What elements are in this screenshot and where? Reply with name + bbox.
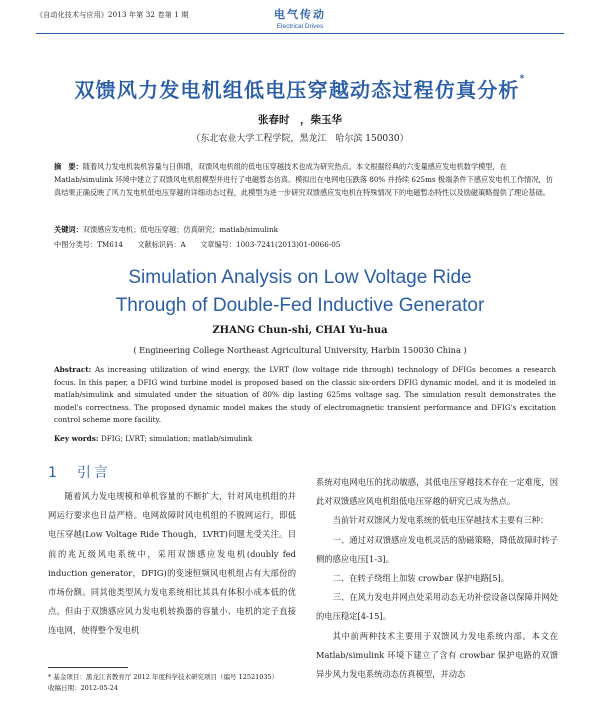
body-paragraph: 三、在风力发电并网点处采用动态无功补偿设备以保障并网处的电压稳定[4-15]。	[316, 592, 558, 622]
paper-title-en-line1: Simulation Analysis on Low Voltage Ride	[128, 267, 472, 288]
footnote	[48, 672, 298, 694]
section-heading-introduction: 1 引言	[48, 465, 111, 481]
journal-header: 《自动化技术与应用》2013 年第 32 卷第 1 期	[36, 11, 189, 19]
footnote-fund: * 基金项目：黑龙江省教育厅 2012 年度科学技术研究项目（编号 12521035）	[48, 673, 279, 681]
header-divider	[36, 33, 564, 34]
body-paragraph: 当前针对双馈风力发电系统的低电压穿越技术主要有三种：	[332, 515, 549, 526]
paper-title-en	[0, 264, 600, 320]
body-paragraph: 随着风力发电规模和单机容量的不断扩大，针对风电机组的并网运行要求也日益严格。电网故障时风电机组的不脱网运行，即低电压穿越(Low Voltage Ride Though，LVRT)问题尤受关注。目前的兆瓦级风电系统中，采用双馈感应发电机(doubly fed induction generator，DFIG)的变速恒频风电机组占有大部份的市场份额。同其他类型风力发电系统相比其具有体积小成本低的优点。但由于双馈感应风力发电机转换器的容量小、电机的定子直接连电网，使得整个发电机	[48, 491, 296, 636]
body-paragraph: 其中前两种技术主要用于双馈风力发电系统内部。本文在 Matlab/simulink 环境下建立了含有 crowbar 保护电路的双馈异步风力发电系统动态仿真模型，并动态	[316, 630, 558, 680]
keywords-en	[54, 434, 556, 443]
body-paragraph: 系统对电网电压的扰动敏感，其低电压穿越技术存在一定难度，因此对双馈感应风电机组低电压穿越的研究已成为热点。	[316, 477, 558, 507]
affiliation-en: ( Engineering College Northeast Agricultural University, Harbin 150030 China )	[133, 345, 467, 355]
abstract-en-label: Abstract:	[54, 365, 92, 374]
footnote-received-date: 收稿日期：2012-05-24	[48, 684, 118, 692]
keywords-cn	[54, 225, 556, 235]
section-title-cn: 电气传动	[274, 8, 326, 21]
keywords-en-label: Key words:	[54, 434, 99, 443]
abstract-en-text: As increasing utilization of wind energy, the LVRT (low voltage ride through) technology of DFIGs becomes a research focus. In this paper, a DFIG wind turbine model is proposed based on the classic six-orders DFIG dynamic model, and it is modeled in matlab/simulink and simulated under the situation of 80% dip lasting 625ms voltage sag. The simulation result demonstrates the model's correctness. The proposed dynamic model makes the study of electromagnetic transient performance and DFIG's excitation control scheme more facility.	[54, 365, 556, 424]
paper-title-cn	[0, 74, 600, 103]
body-column-right	[316, 473, 558, 684]
keywords-en-text: DFIG; LVRT; simulation; matlab/simulink	[100, 434, 253, 443]
classification-line: 中图分类号：TM614 文献标识码：A 文章编号：1003-7241(2013)01-0066-05	[54, 240, 341, 249]
abstract-cn-label: 摘 要：	[54, 162, 83, 171]
abstract-cn	[54, 160, 556, 199]
affiliation-cn: （东北农业大学工程学院，黑龙江 哈尔滨 150030）	[191, 134, 409, 144]
body-paragraph: 二、在转子绕组上加装 crowbar 保护电路[5]。	[332, 573, 510, 584]
authors-en: ZHANG Chun-shi, CHAI Yu-hua	[212, 325, 388, 336]
keywords-cn-text: 双馈感应发电机；低电压穿越；仿真研究；matlab/simulink	[82, 225, 278, 234]
body-paragraph: 一、通过对双馈感应发电机灵活的励磁策略，降低故障时转子侧的感应电压[1-3]。	[316, 534, 558, 564]
section-title-en: Electrical Drives	[276, 23, 324, 30]
keywords-cn-label: 关键词：	[54, 225, 83, 234]
paper-title-cn-text: 双馈风力发电机组低电压穿越动态过程仿真分析	[74, 78, 520, 102]
abstract-en	[54, 364, 556, 427]
authors-cn: 张春时 ，柴玉华	[258, 114, 342, 126]
paper-title-en-line2: Through of Double-Fed Inductive Generator	[115, 295, 485, 316]
footnote-divider	[48, 667, 128, 668]
title-footnote-mark: *	[519, 74, 526, 84]
section-header	[0, 6, 600, 30]
body-column-left	[48, 487, 296, 641]
abstract-cn-text: 随着风力发电机装机容量与日俱增，双馈风电机组的低电压穿越技术也成为研究热点。本文根据经典的六变量感应发电机数学模型，在 Matlab/simulink 环境中建立了双馈风电机组模型并进行了电磁暂态仿真。模拟出在电网电压跌落 80% 并持续 625ms 极端条件下感应发电机工作情况，仿真结果正确反映了风力发电机低电压穿越的详细动态过程，此模型为进一步研究双馈感应发电机在特殊情况下的电磁暂态特性以及励磁策略提供了理论基础。	[54, 162, 553, 197]
